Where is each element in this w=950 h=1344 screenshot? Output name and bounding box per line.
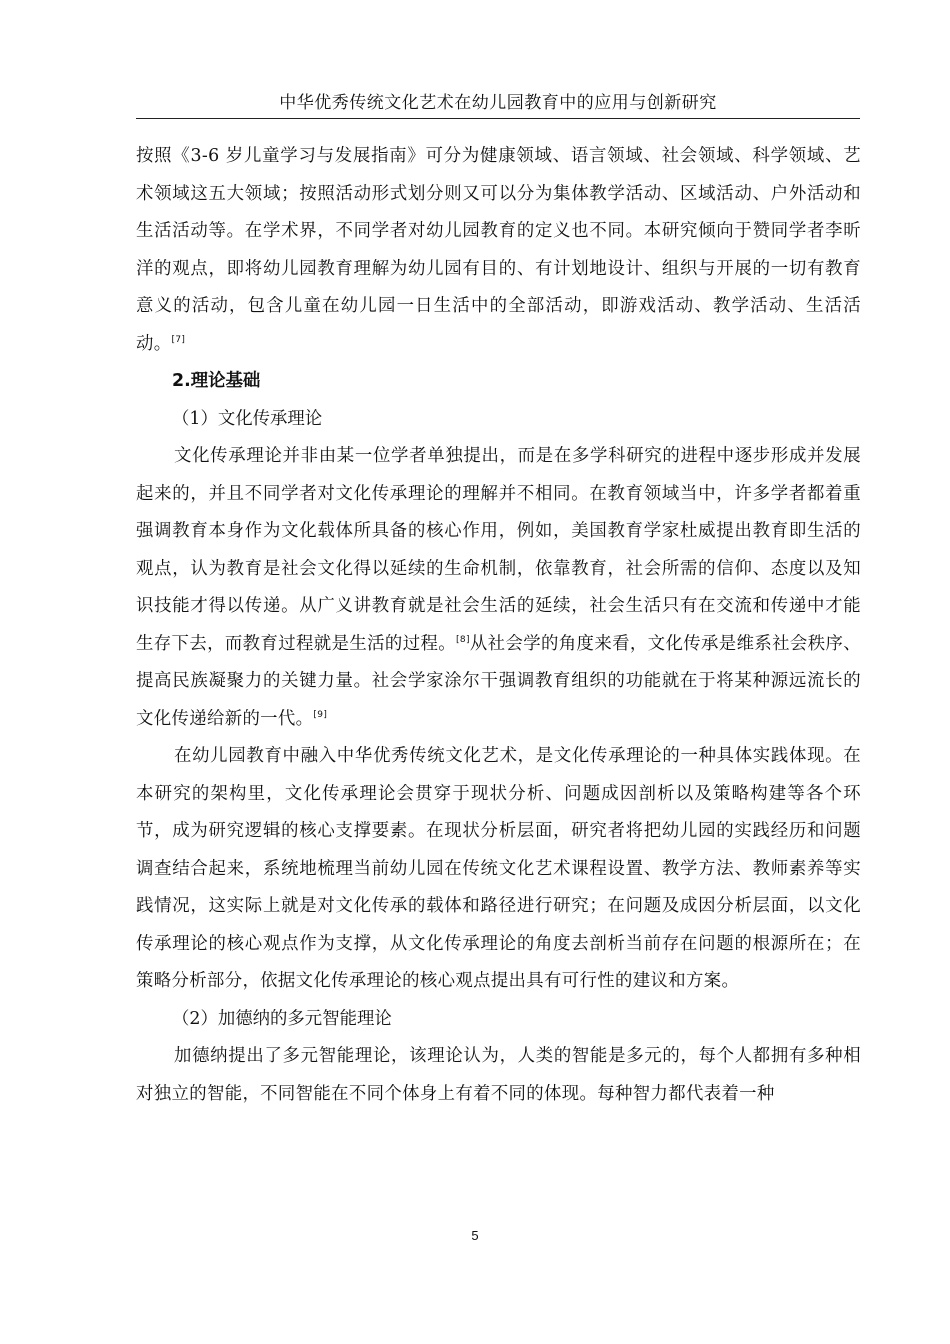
paragraph	[136, 1038, 861, 1113]
subsection-heading: （2）加德纳的多元智能理论	[172, 1008, 392, 1029]
section-heading: 2.理论基础	[172, 371, 261, 391]
paragraph-text: 文化传承理论并非由某一位学者单独提出，而是在多学科研究的进程中逐步形成并发展起来的，并且不同学者对文化传承理论的理解并不相同。在教育领域当中，许多学者都着重强调教育本身作为文化载体所具备的核心作用，例如，美国教育学家杜威提出教育即生活的观点，认为教育是社会文化得以延续的生命机制，依靠教育，社会所需的信仰、态度以及知识技能才得以传递。从广义讲教育就是社会生活的延续，社会生活只有在交流和传递中才能生存下去，而教育过程就是生活的过程。	[136, 446, 861, 654]
paragraph-text: 按照《3-6 岁儿童学习与发展指南》可分为健康领域、语言领域、社会领域、科学领域、艺术领域这五大领域；按照活动形式划分则又可以分为集体教学活动、区域活动、户外活动和生活活动等。在学术界，不同学者对幼儿园教育的定义也不同。本研究倾向于赞同学者李昕洋的观点，即将幼儿园教育理解为幼儿园有目的、有计划地设计、组织与开展的一切有教育意义的活动，包含儿童在幼儿园一日生活中的全部活动，即游戏活动、教学活动、生活活动。	[136, 146, 861, 354]
paragraph	[136, 438, 861, 738]
citation: [8]	[456, 634, 470, 645]
body-text	[136, 138, 861, 1113]
citation: [9]	[313, 709, 328, 720]
paragraph-text: 从社会学的角度来看，文化传承是维系社会秩序、提高民族凝聚力的关键力量。社会学家涂尔干强调教育组织的功能就在于将某种源远流长的文化传递给新的一代。	[136, 633, 861, 729]
subsection-heading: （1）文化传承理论	[172, 408, 323, 429]
header-rule	[136, 118, 860, 119]
running-header: 中华优秀传统文化艺术在幼儿园教育中的应用与创新研究	[279, 93, 717, 113]
citation: [7]	[171, 334, 186, 345]
page-number: 5	[471, 1228, 479, 1243]
paragraph-text: 加德纳提出了多元智能理论，该理论认为，人类的智能是多元的，每个人都拥有多种相对独立的智能，不同智能在不同个体身上有着不同的体现。每种智力都代表着一种	[136, 1046, 861, 1104]
paragraph	[136, 738, 861, 1001]
paragraph-text: 在幼儿园教育中融入中华优秀传统文化艺术，是文化传承理论的一种具体实践体现。在本研究的架构里，文化传承理论会贯穿于现状分析、问题成因剖析以及策略构建等各个环节，成为研究逻辑的核心支撑要素。在现状分析层面，研究者将把幼儿园的实践经历和问题调查结合起来，系统地梳理当前幼儿园在传统文化艺术课程设置、教学方法、教师素养等实践情况，这实际上就是对文化传承的载体和路径进行研究；在问题及成因分析层面，以文化传承理论的核心观点作为支撑，从文化传承理论的角度去剖析当前存在问题的根源所在；在策略分析部分，依据文化传承理论的核心观点提出具有可行性的建议和方案。	[136, 746, 861, 991]
paragraph	[136, 138, 861, 363]
